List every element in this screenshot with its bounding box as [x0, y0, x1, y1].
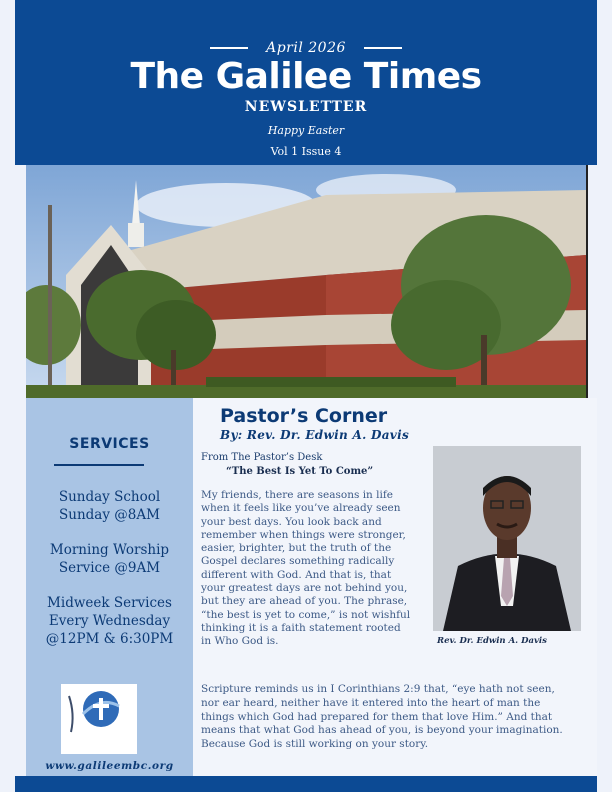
- services-heading: SERVICES: [69, 436, 150, 452]
- church-building-photo: [26, 165, 588, 398]
- newsletter-header: [15, 0, 597, 165]
- right-rule: [364, 47, 402, 49]
- portrait-caption: Rev. Dr. Edwin A. Davis: [437, 636, 547, 646]
- newsletter-title: The Galilee Times: [130, 56, 482, 97]
- church-logo: [61, 684, 137, 754]
- services-divider: [54, 464, 144, 466]
- left-rule: [210, 47, 248, 49]
- issue-number: Vol 1 Issue 4: [270, 145, 342, 158]
- service-midweek: [26, 594, 193, 648]
- website-link[interactable]: www.galileembc.org: [45, 760, 174, 772]
- issue-date: April 2026: [266, 40, 346, 56]
- services-sidebar: [26, 398, 193, 776]
- pastors-corner-article: [193, 398, 597, 776]
- tagline: Happy Easter: [267, 124, 345, 137]
- service-name: Midweek Services: [47, 595, 172, 611]
- newsletter-subtitle: NEWSLETTER: [244, 99, 368, 115]
- article-headline: “The Best Is Yet To Come”: [226, 466, 374, 477]
- service-day: Every Wednesday: [48, 613, 171, 629]
- service-name: Sunday School: [58, 489, 161, 505]
- service-morning-worship: [26, 541, 193, 577]
- article-title: Pastor’s Corner: [220, 405, 388, 427]
- service-sunday-school: [26, 488, 193, 524]
- article-source: From The Pastor’s Desk: [201, 452, 323, 463]
- service-name: Morning Worship: [49, 542, 170, 558]
- service-time: Service @9AM: [58, 560, 161, 576]
- article-byline: By: Rev. Dr. Edwin A. Davis: [220, 428, 409, 442]
- article-paragraph-2: Scripture reminds us in I Corinthians 2:9 that, “eye hath not seen, nor ear heard, neither have it entered into the heart of man the things which God had prepared for them that love Him.” And that means that what God has ahead of you, is beyond your imagination. Because God is still working on your story.: [201, 683, 563, 751]
- date-row: [15, 40, 597, 56]
- footer-bar: [15, 776, 597, 792]
- service-time: Sunday @8AM: [59, 507, 160, 523]
- article-paragraph-1: My friends, there are seasons in life when it feels like you’ve already seen your best days. You look back and remember when things were stronger, easier, brighter, but the truth of the Gospel declares something radically different with God. And that is, that your greatest days are not behind you, but they are ahead of you. The phrase, “the best is yet to come,” is not wishful thinking it is a faith statement rooted in Who God is.: [201, 489, 411, 648]
- pastor-portrait: [433, 446, 581, 631]
- service-time: @12PM & 6:30PM: [45, 631, 174, 647]
